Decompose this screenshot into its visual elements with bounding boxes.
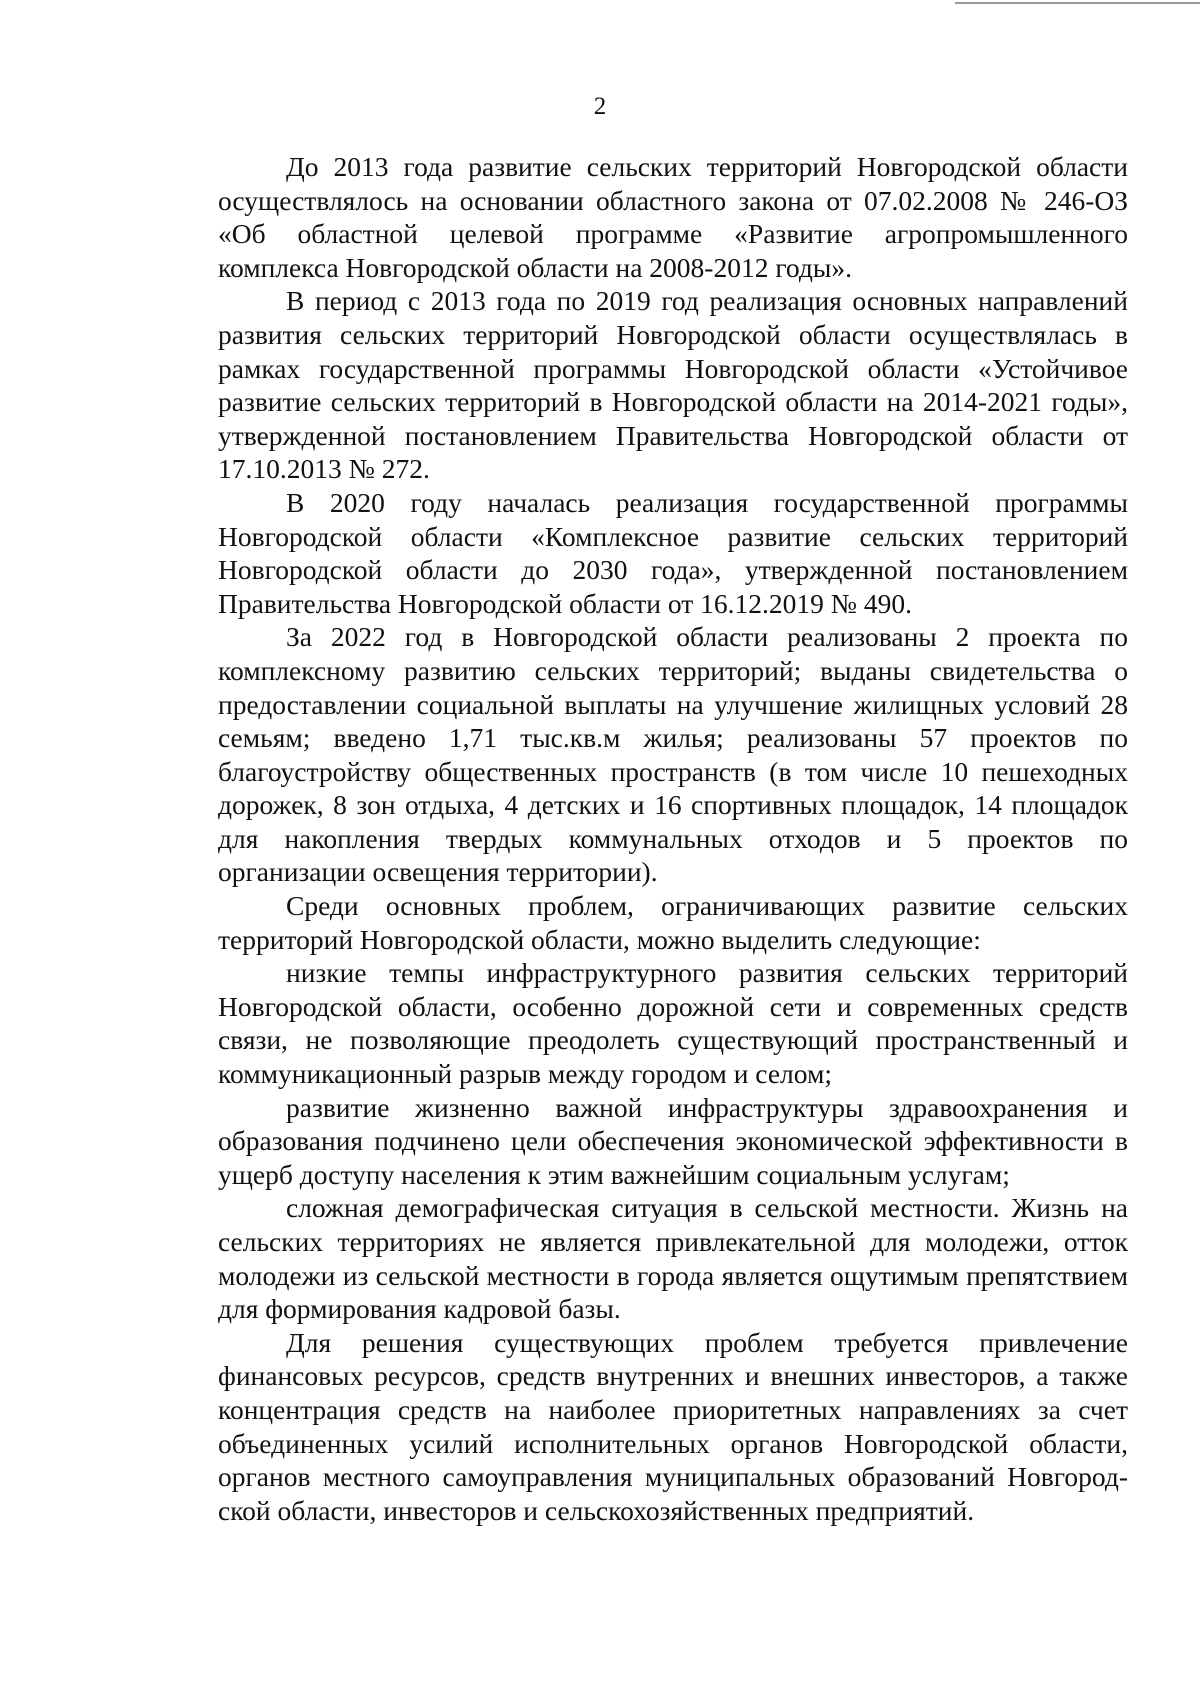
paragraph-problem-healthcare: развитие жизненно важной инфраструктуры здравоохранения и образования подчинено цели обеспечения экономической эффективности в ущерб доступу населения к этим важнейшим социальным услугам; [218,1091,1128,1190]
paragraph-solutions: Для решения существующих проблем требуется привлечение финансовых ресурсов, средств внутренних и внешних инвесторов, а также концентрация средств на наиболее приоритетных направлениях за счет объединенных усилий исполнительных органов Новгородской области, органов местного самоуправления муниципальных образований Новгородской области, инвесторов и сельскохозяйственных предприятий. [218,1326,1128,1526]
paragraph-problem-demography: сложная демографическая ситуация в сельской местности. Жизнь на сельских территориях не является привлекательной для молодежи, отток молодежи из сельской местности в города является ощутимым препятствием для формирования кадровой базы. [218,1192,1128,1325]
paragraph-problems-intro: Среди основных проблем, ограничивающих развитие сельских территорий Новгородской области, можно выделить следующие: [218,890,1128,955]
paragraph-program-2020: В 2020 году началась реализация государственной программы Новгородской области «Комплексное развитие сельских территорий Новгородской области до 2030 года», утвержденной постановлением Правительства Новгородской области от 16.12.2019 № 490. [218,486,1128,619]
paragraph-period-2013-2019: В период с 2013 года по 2019 год реализация основных направлений развития сельских территорий Новгородской области осуществлялась в рамках государственной программы Новгородской области «Устойчивое развитие сельских территорий в Новгородской области на 2014-2021 годы», утвержденной постановлением Правительства Новгородской области от 17.10.2013 № 272. [218,285,1128,485]
scan-edge-line [955,2,1200,4]
paragraph-results-2022: За 2022 год в Новгородской области реализованы 2 проекта по комплексному развитию сельских территорий; выданы свидетельства о предоставлении социальной выплаты на улучшение жилищных условий 28 семьям; введено 1,71 тыс.кв.м жилья; реализованы 57 проектов по благоустройству общественных пространств (в том числе 10 пешеходных дорожек, 8 зон отдыха, 4 детских и 16 спортивных площадок, 14 площадок для накопления твердых коммунальных отходов и 5 проектов по организации освещения территории). [218,621,1128,888]
paragraph-history-2013: До 2013 года развитие сельских территорий Новгородской области осуществлялось на основании областного закона от 07.02.2008 № 246-ОЗ «Об областной целевой программе «Развитие агропромышленного комплекса Новгородской области на 2008-2012 годы». [218,151,1128,283]
document-body [218,150,1128,1527]
page-number: 2 [593,93,607,120]
paragraph-problem-infrastructure: низкие темпы инфраструктурного развития сельских территорий Новгородской области, особенно дорожной сети и современных средств связи, не позволяющие преодолеть существующий пространственный и коммуникационный разрыв между городом и селом; [218,957,1128,1090]
